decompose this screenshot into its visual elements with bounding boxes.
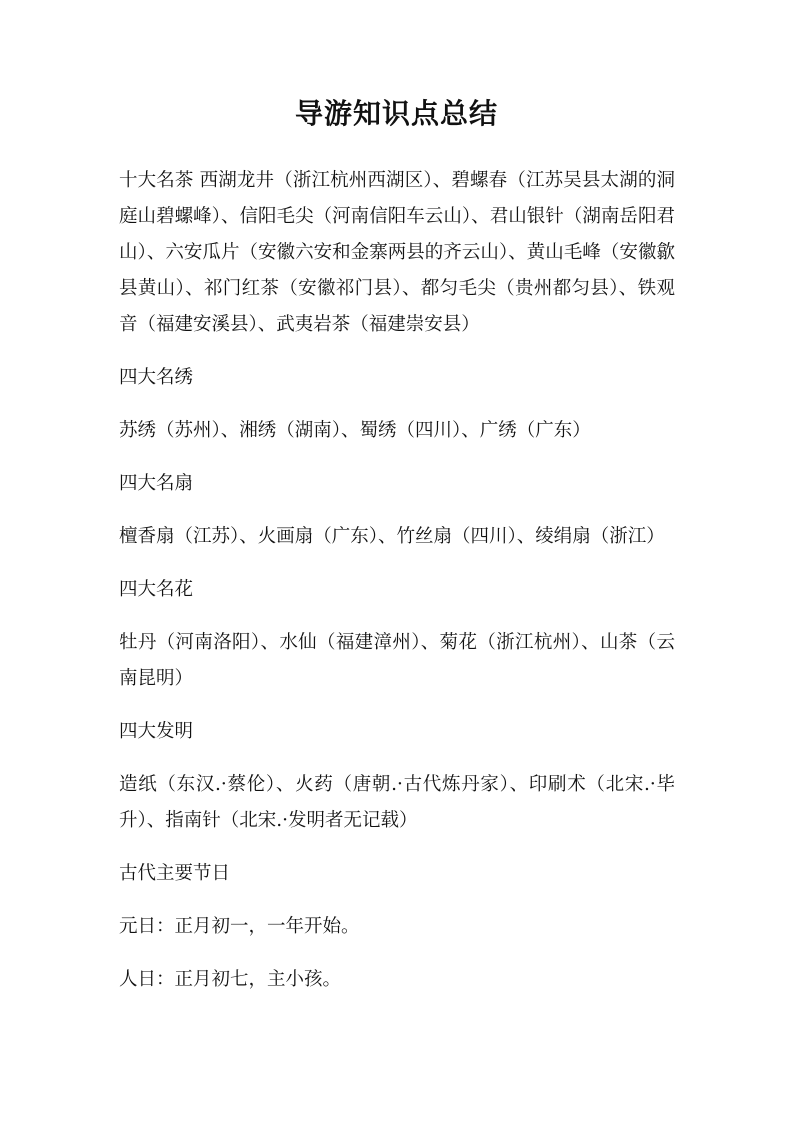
paragraph-four-famous-fans: 檀香扇（江苏）、火画扇（广东）、竹丝扇（四川）、绫绢扇（浙江） xyxy=(119,526,665,547)
paragraph-four-great-inventions: 造纸（东汉.·蔡伦）、火药（唐朝.·古代炼丹家）、印刷术（北宋.·毕升）、指南针（北宋.·发明者无记载） xyxy=(119,774,675,831)
heading-four-famous-fans: 四大名扇 xyxy=(119,473,194,494)
heading-four-famous-flowers: 四大名花 xyxy=(119,579,194,600)
paragraph-festival-renri: 人日：正月初七，主小孩。 xyxy=(119,969,342,990)
document-title: 导游知识点总结 xyxy=(294,97,498,130)
paragraph-ten-famous-teas: 十大名茶 西湖龙井（浙江杭州西湖区）、碧螺春（江苏吴县太湖的洞庭山碧螺峰）、信阳毛尖（河南信阳车云山）、君山银针（湖南岳阳君山）、六安瓜片（安徽六安和金寨两县的齐云山）、黄山毛峰（安徽歙县黄山）、祁门红茶（安徽祁门县）、都匀毛尖（贵州都匀县）、铁观音（福建安溪县）、武夷岩茶（福建崇安县） xyxy=(119,170,675,335)
paragraph-festival-yuanri: 元日：正月初一，一年开始。 xyxy=(119,916,360,937)
document-body xyxy=(119,163,675,1015)
heading-four-famous-embroideries: 四大名绣 xyxy=(119,367,194,388)
paragraph-four-famous-embroideries: 苏绣（苏州）、湘绣（湖南）、蜀绣（四川）、广绣（广东） xyxy=(119,420,591,441)
heading-four-great-inventions: 四大发明 xyxy=(119,721,194,742)
heading-ancient-festivals: 古代主要节日 xyxy=(119,863,231,884)
paragraph-four-famous-flowers: 牡丹（河南洛阳）、水仙（福建漳州）、菊花（浙江杭州）、山茶（云南昆明） xyxy=(119,632,675,689)
